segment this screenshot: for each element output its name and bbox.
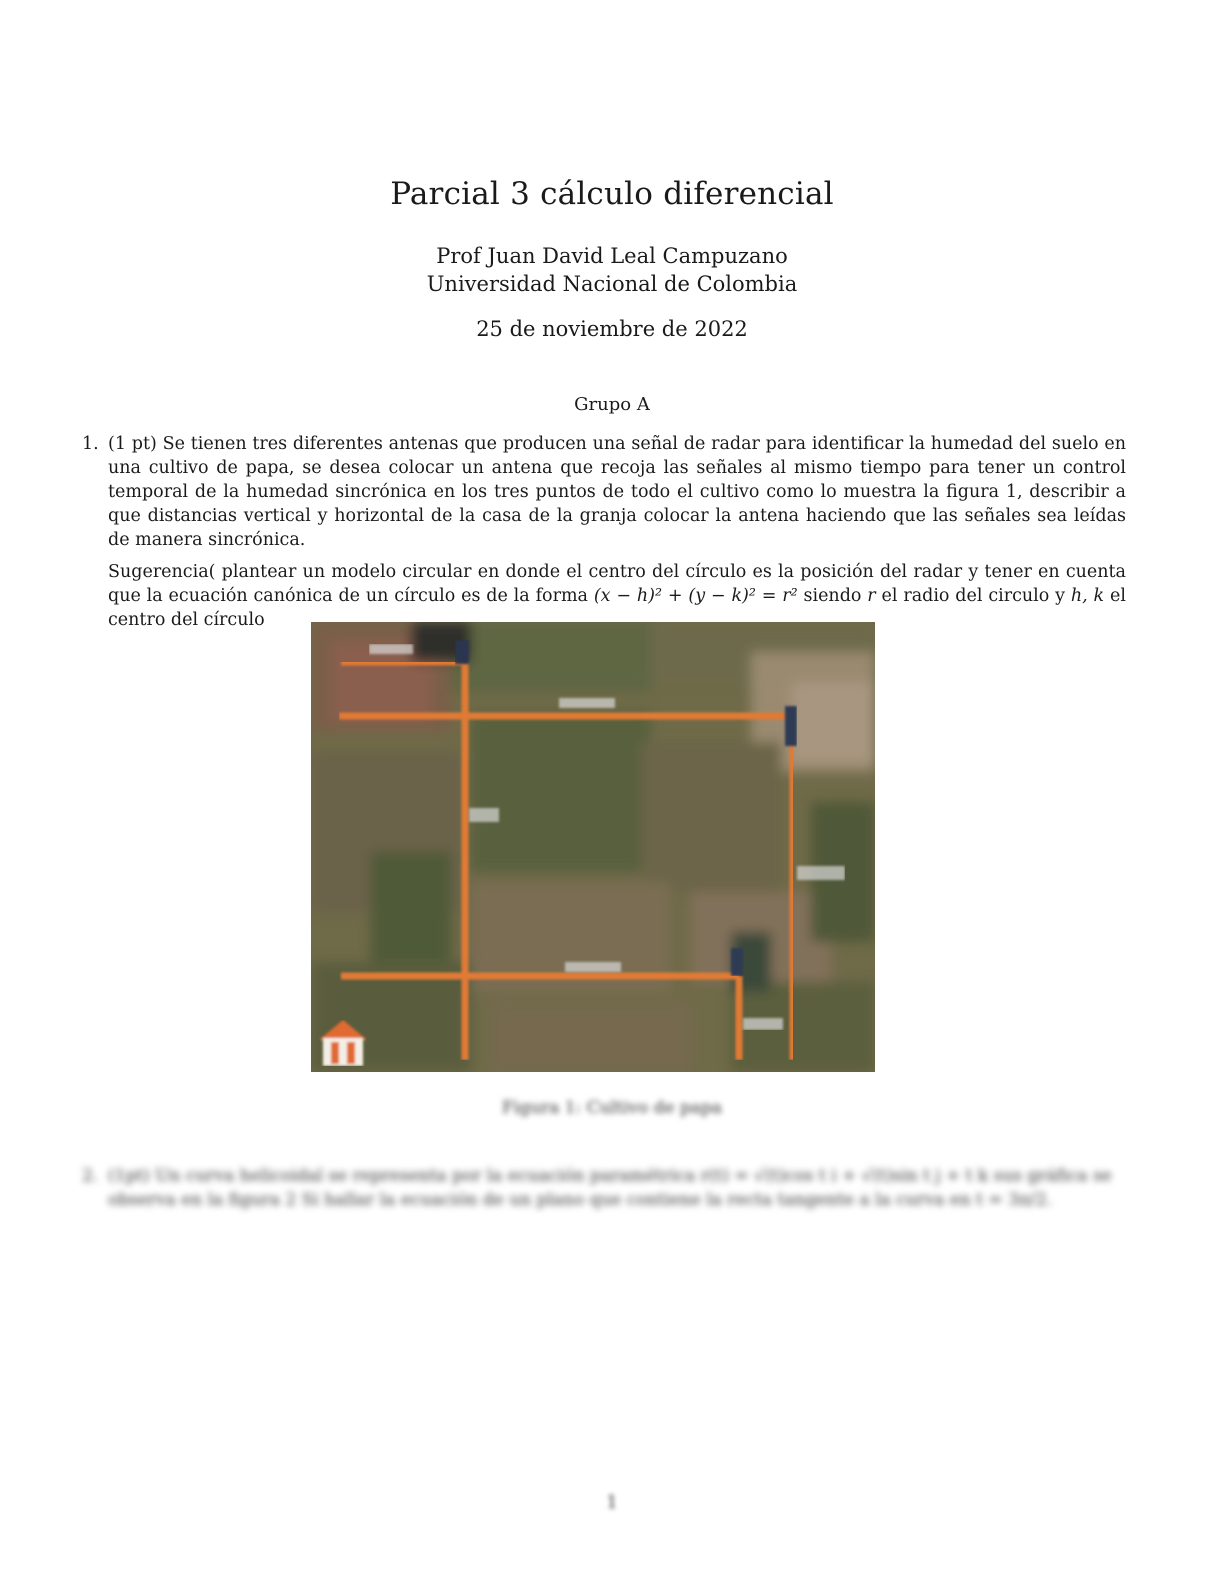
author-name: Prof Juan David Leal Campuzano — [436, 244, 788, 268]
group-heading: Grupo A — [574, 394, 650, 415]
hint-mid-2: el radio del circulo y — [875, 586, 1071, 606]
question-2-number: 2. — [82, 1166, 99, 1186]
antenna-icon — [731, 948, 743, 976]
institution-name: Universidad Nacional de Colombia — [426, 272, 798, 296]
document-title: Parcial 3 cálculo diferencial — [390, 176, 834, 212]
hint-var-r: r — [867, 586, 876, 606]
antenna-icon — [455, 640, 469, 664]
hint-var-hk: h, k — [1070, 586, 1105, 606]
aerial-field-map — [311, 622, 875, 1072]
document-date: 25 de noviembre de 2022 — [476, 317, 748, 341]
antenna-icon — [785, 706, 797, 746]
question-2-text: (1pt) Un curva helicoidal se representa por la ecuación paramétrica r(t) = √(t)cos t i + √(t)sin t j + t k sus gráfica se observa en la figura 2 Si hallar la ecuación de un plano que contiene la recta tangente a la curva en t = 3π/2. — [108, 1166, 1112, 1210]
question-2 — [82, 1164, 1132, 1212]
hint-equation: (x − h)² + (y − k)² = r² — [593, 586, 798, 606]
question-1-number: 1. — [82, 434, 99, 454]
question-1-text: (1 pt) Se tienen tres diferentes antenas que producen una señal de radar para identificar la humedad del suelo en una cultivo de papa, se desea colocar un antena que recoja las señales al mismo tiempo para tener un control temporal de la humedad sincrónica en los tres puntos de todo el cultivo como lo muestra la figura 1, describir a que distancias vertical y horizontal de la casa de la granja colocar la antena haciendo que las señales sea leídas de manera sincrónica. — [108, 434, 1126, 550]
figure-1-caption: Figura 1: Cultivo de papa — [502, 1098, 722, 1118]
question-1 — [82, 432, 1126, 640]
page-number: 1 — [606, 1492, 618, 1513]
author-block — [0, 242, 1224, 298]
hint-prefix: Sugerencia( plantear un modelo circular en donde el centro del círculo es la posición del radar y tener en cuenta que la ecuación canónica de un círculo es de la forma — [108, 562, 1126, 606]
figure-1-aerial-image — [311, 622, 875, 1072]
hint-mid: siendo — [797, 586, 868, 606]
hint-suffix: el centro del círculo — [108, 586, 1126, 630]
